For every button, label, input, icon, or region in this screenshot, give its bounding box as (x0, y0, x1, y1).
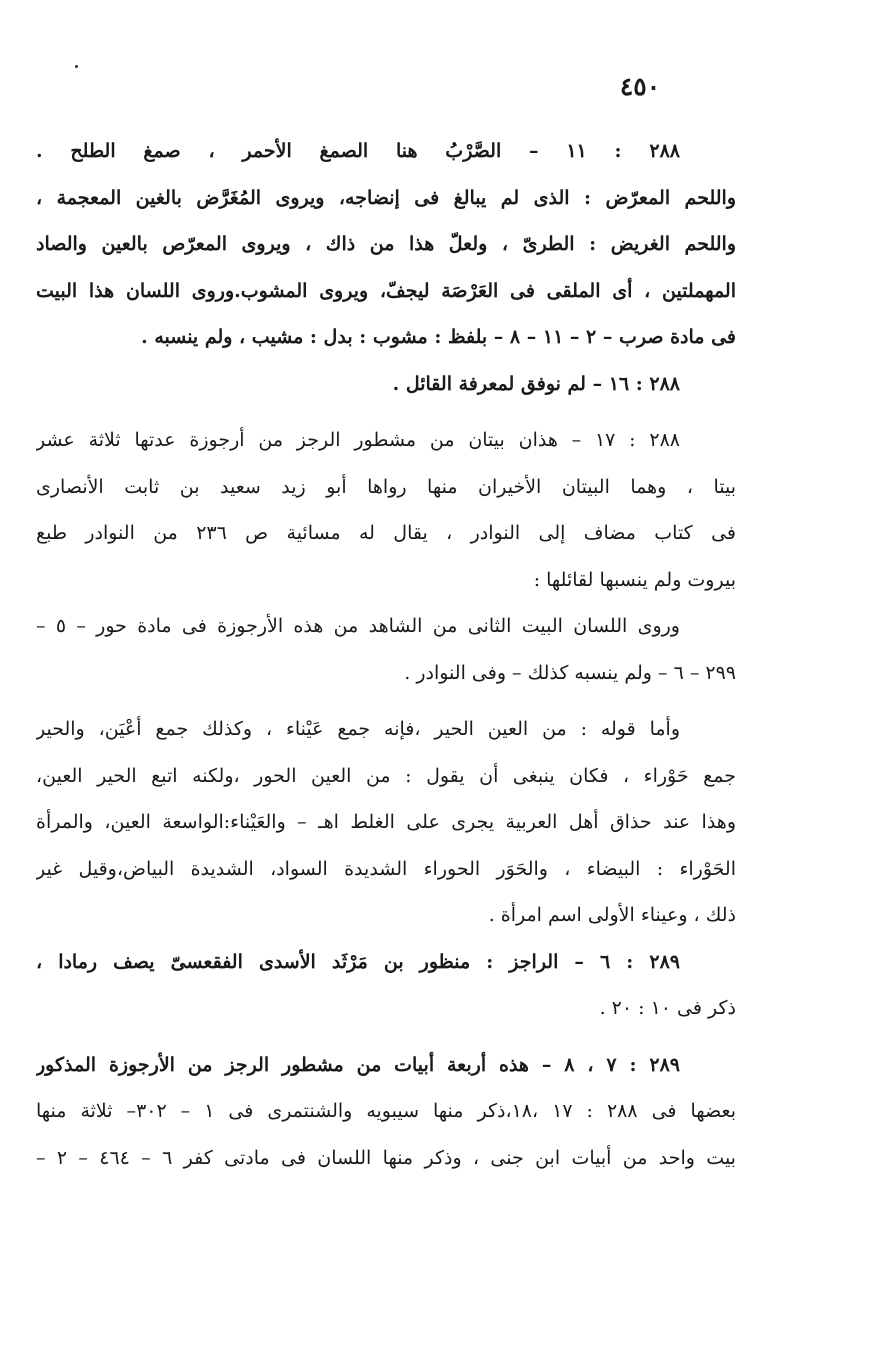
ink-speck (75, 65, 78, 68)
note-al-ayn-al-hir (36, 706, 736, 939)
text-line: بيروت ولم ينسبها لقائلها : (533, 568, 736, 591)
note-289-6 (36, 939, 736, 1032)
footnotes-body (36, 128, 736, 1181)
note-288-16 (36, 361, 736, 408)
text-line: ٢٨٨ : ١٦ – لم نوفق لمعرفة القائل . (392, 372, 680, 395)
text-line: وأما قوله : من العين الحير ،فإنه جمع عَيْناء ، وكذلك جمع أعْيَن، والحير (36, 718, 680, 740)
text-line: ٢٨٩ : ٧ ، ٨ – هذه أربعة أبيات من مشطور الرجز من الأرجوزة المذكور (36, 1053, 680, 1076)
text-line: ذكر فى ١٠ : ٢٠ . (599, 997, 736, 1019)
text-line: فى كتاب مضاف إلى النوادر ، يقال له مسائية ص ٢٣٦ من النوادر طبع (36, 522, 736, 544)
text-line: وروى اللسان البيت الثانى من الشاهد من هذه الأرجوزة فى مادة حور – ٥ – (36, 615, 680, 637)
page-number: ٤٥٠ (619, 72, 661, 101)
text-line: واللحم المعرّض : الذى لم يبالغ فى إنضاجه، ويروى المُغَرَّض بالغين المعجمة ، (36, 186, 736, 209)
text-line: بعضها فى ٢٨٨ : ١٧ ،١٨،ذكر منها سيبويه والشنتمرى فى ١ – ٣٠٢– ثلاثة منها (36, 1100, 736, 1122)
text-line: ٢٩٩ – ٦ – ولم ينسبه كذلك – وفى النوادر . (404, 661, 736, 684)
text-line: وهذا عند حذاق أهل العربية يجرى على الغلط اهـ – والعَيْناء:الواسعة العين، والمرأة (36, 811, 736, 833)
text-line: ٢٨٨ : ١٧ – هذان بيتان من مشطور الرجز من أرجوزة عدتها ثلاثة عشر (36, 429, 680, 451)
text-line: فى مادة صرب – ٢ – ١١ – ٨ – بلفظ : مشوب : بدل : مشيب ، ولم ينسبه . (141, 326, 736, 348)
note-288-11 (36, 128, 736, 361)
text-line: جمع حَوْراء ، فكان ينبغى أن يقول : من العين الحور ،ولكنه اتبع الحير العين، (36, 764, 736, 787)
note-lisan-hur (36, 603, 736, 696)
note-289-7-8 (36, 1042, 736, 1182)
text-line: واللحم الغريض : الطرىّ ، ولعلّ هذا من ذاك ، ويروى المعرّص بالعين والصاد (36, 233, 736, 255)
text-line: الحَوْراء : البيضاء ، والحَوَر الحوراء الشديدة السواد، الشديدة البياض،وقيل غير (36, 857, 736, 880)
text-line: ٢٨٨ : ١١ – الصَّرْبُ هنا الصمغ الأحمر ، صمغ الطلح . (36, 140, 680, 162)
note-288-17 (36, 417, 736, 603)
text-line: ذلك ، وعيناء الأولى اسم امرأة . (488, 904, 736, 926)
text-line: بيت واحد من أبيات ابن جنى ، وذكر منها اللسان فى مادتى كفر ٦ – ٤٦٤ – ٢ – (36, 1146, 736, 1169)
text-line: ٢٨٩ : ٦ – الراجز : منظور بن مَرْثَد الأسدى الفقعسىّ يصف رمادا ، (36, 950, 680, 973)
text-line: المهملتين ، أى الملقى فى العَرْصَة ليجفّ، ويروى المشوب.وروى اللسان هذا البيت (36, 279, 736, 302)
text-line: بيتا ، وهما البيتان الأخيران منها رواها أبو زيد سعيد بن ثابت الأنصارى (36, 475, 736, 498)
